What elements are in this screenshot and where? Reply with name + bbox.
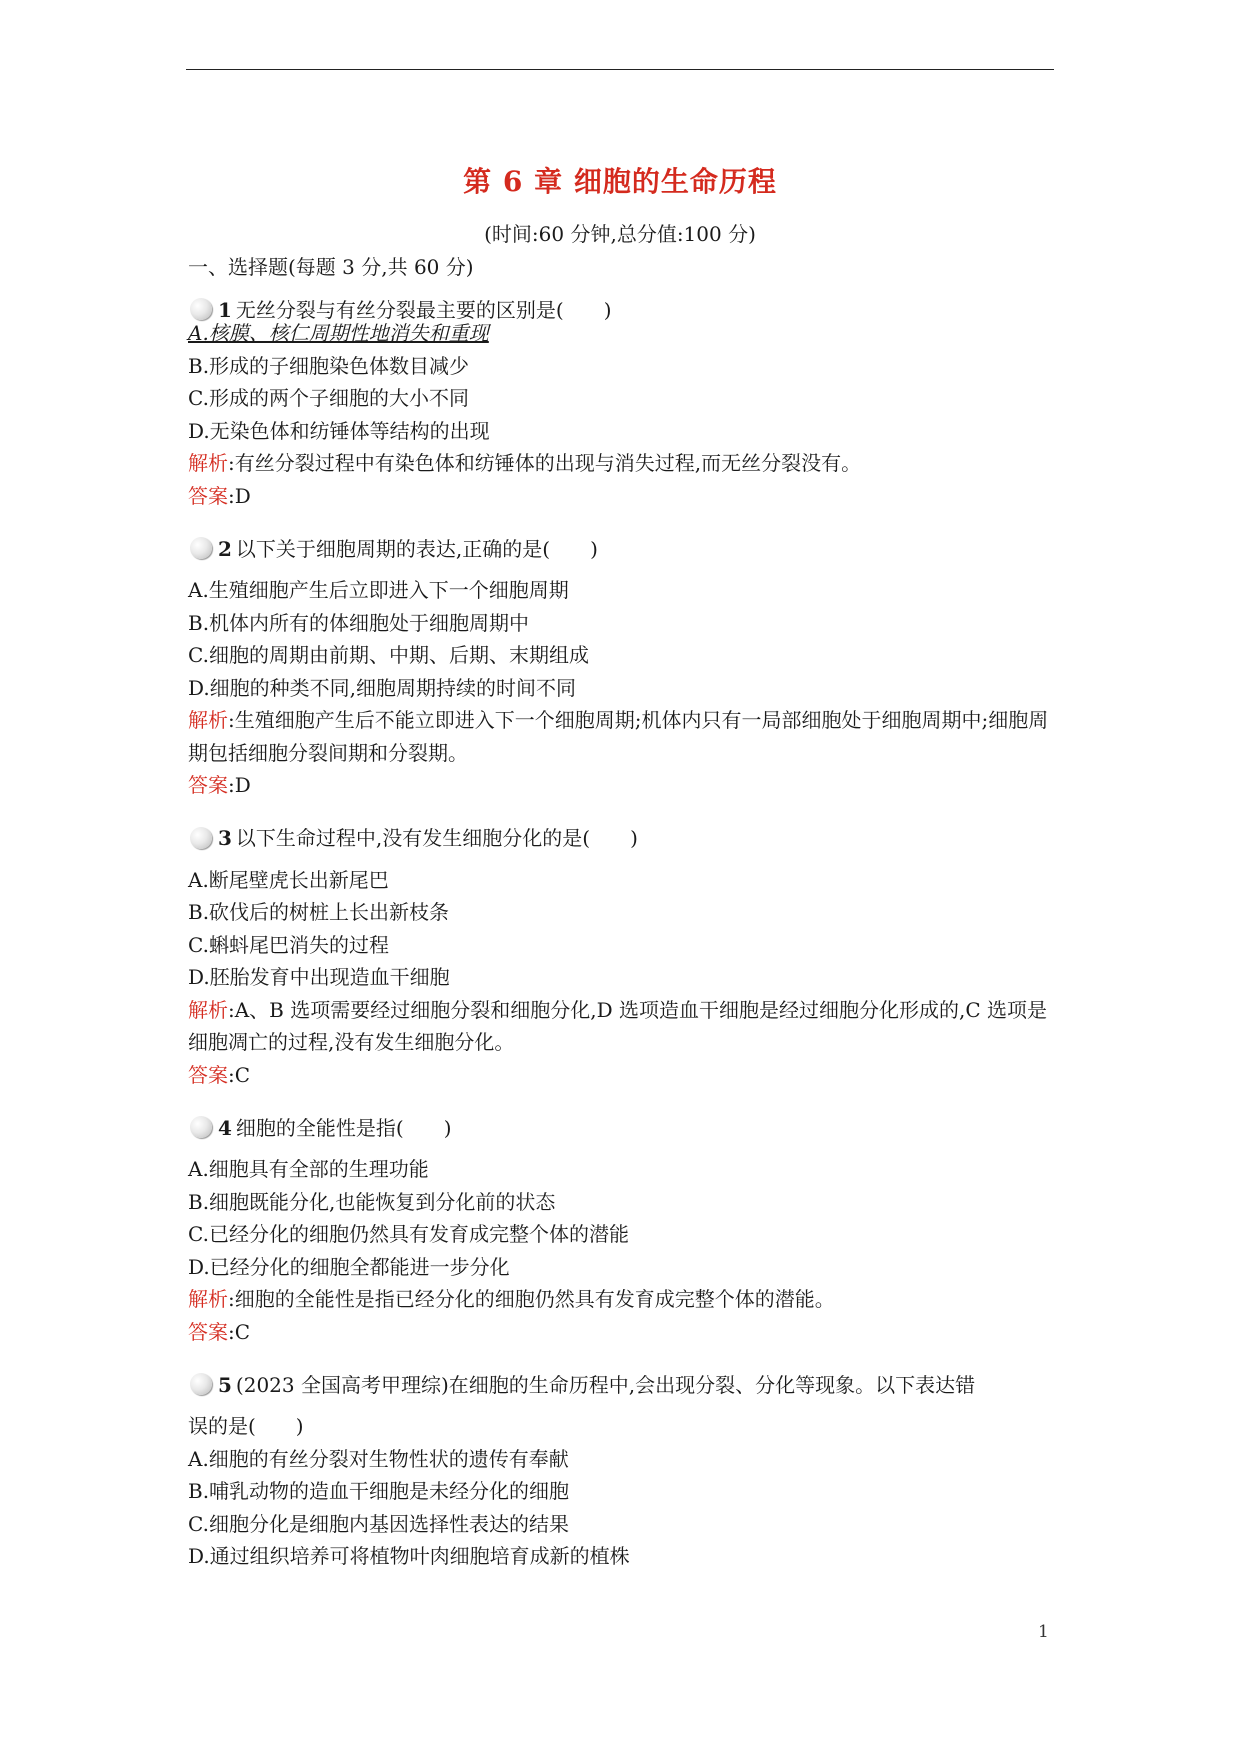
question-3 xyxy=(188,822,1058,1092)
answer-value: :D xyxy=(228,483,251,508)
explanation-text: :A、B 选项需要经过细胞分裂和细胞分化,D 选项造血干细胞是经过细胞分化形成的,C 选项是细胞凋亡的过程,没有发生细胞分化。 xyxy=(188,997,1048,1054)
option-d: D.通过组织培养可将植物叶肉细胞培育成新的植株 xyxy=(188,1544,630,1568)
page-number: 1 xyxy=(1038,1622,1049,1642)
option-c: C.蝌蚪尾巴消失的过程 xyxy=(188,932,389,957)
answer-label: 答案 xyxy=(188,1062,228,1087)
explanation xyxy=(188,704,1058,769)
answer-label: 答案 xyxy=(188,483,228,508)
explanation-text: :细胞的全能性是指已经分化的细胞仍然具有发育成完整个体的潜能。 xyxy=(228,1287,835,1311)
answer-label: 答案 xyxy=(188,1319,228,1344)
question-list xyxy=(188,293,1058,1573)
question-header xyxy=(188,1368,1058,1402)
option-a: A.细胞的有丝分裂对生物性状的遗传有奉献 xyxy=(188,1446,569,1471)
answer xyxy=(188,480,1058,513)
option-b: B.细胞既能分化,也能恢复到分化前的状态 xyxy=(188,1189,556,1214)
question-text: 以下关于细胞周期的表达,正确的是( ) xyxy=(235,536,598,561)
answer-value: :C xyxy=(228,1062,251,1087)
option-d: D.细胞的种类不同,细胞周期持续的时间不同 xyxy=(188,675,577,700)
question-number: 5 xyxy=(218,1372,232,1397)
explanation-text: :有丝分裂过程中有染色体和纺锤体的出现与消失过程,而无丝分裂没有。 xyxy=(228,451,862,475)
question-number: 1 xyxy=(218,297,232,322)
option-a: A.细胞具有全部的生理功能 xyxy=(188,1157,429,1181)
exam-info: (时间:60 分钟,总分值:100 分) xyxy=(484,222,756,246)
question-5 xyxy=(188,1368,1058,1573)
bubble-icon xyxy=(188,1115,216,1141)
option-b: B.哺乳动物的造血干细胞是未经分化的细胞 xyxy=(188,1479,570,1503)
option-a: A.断尾壁虎长出新尾巴 xyxy=(188,867,389,892)
option-d: D.胚胎发育中出现造血干细胞 xyxy=(188,965,450,989)
option-a: A.核膜、核仁周期性地消失和重现 xyxy=(188,321,489,345)
option-c: C.形成的两个子细胞的大小不同 xyxy=(188,386,469,410)
answer xyxy=(188,1059,1058,1092)
question-2 xyxy=(188,532,1058,802)
option-d: D.无染色体和纺锤体等结构的出现 xyxy=(188,418,490,443)
question-text: 细胞的全能性是指( ) xyxy=(235,1115,452,1140)
option-c: C.细胞分化是细胞内基因选择性表达的结果 xyxy=(188,1511,569,1536)
option-d: D.已经分化的细胞全都能进一步分化 xyxy=(188,1254,510,1279)
question-text-continued: 误的是( ) xyxy=(188,1414,304,1438)
explanation-label: 解析 xyxy=(188,1287,228,1311)
question-number: 3 xyxy=(218,826,232,851)
question-4 xyxy=(188,1111,1058,1348)
answer-value: :C xyxy=(228,1319,251,1344)
explanation-label: 解析 xyxy=(188,997,228,1022)
section-heading: 一、选择题(每题 3 分,共 60 分) xyxy=(188,255,474,279)
bubble-icon xyxy=(188,297,216,323)
question-header xyxy=(188,1111,1058,1145)
question-text: (2023 全国高考甲理综)在细胞的生命历程中,会出现分裂、分化等现象。以下表达错 xyxy=(235,1372,976,1397)
explanation-label: 解析 xyxy=(188,451,228,475)
question-number: 2 xyxy=(218,536,232,561)
answer xyxy=(188,1316,1058,1349)
bubble-icon xyxy=(188,1372,216,1398)
option-c: C.已经分化的细胞仍然具有发育成完整个体的潜能 xyxy=(188,1222,629,1246)
question-1 xyxy=(188,293,1058,512)
question-header xyxy=(188,532,1058,566)
question-text: 以下生命过程中,没有发生细胞分化的是( ) xyxy=(235,826,638,851)
question-number: 4 xyxy=(218,1115,232,1140)
answer-label: 答案 xyxy=(188,773,228,797)
bubble-icon xyxy=(188,826,216,852)
option-a: A.生殖细胞产生后立即进入下一个细胞周期 xyxy=(188,578,569,602)
answer-value: :D xyxy=(228,773,251,797)
explanation-label: 解析 xyxy=(188,708,228,732)
option-b: B.机体内所有的体细胞处于细胞周期中 xyxy=(188,610,530,635)
page-title: 第 6 章 细胞的生命历程 xyxy=(463,165,777,198)
question-text: 无丝分裂与有丝分裂最主要的区别是( ) xyxy=(235,297,612,322)
option-b: B.形成的子细胞染色体数目减少 xyxy=(188,353,470,378)
bubble-icon xyxy=(188,536,216,562)
explanation xyxy=(188,994,1058,1059)
answer xyxy=(188,769,1058,802)
option-c: C.细胞的周期由前期、中期、后期、末期组成 xyxy=(188,643,589,667)
header-rule xyxy=(186,69,1054,70)
option-b: B.砍伐后的树桩上长出新枝条 xyxy=(188,900,450,924)
explanation xyxy=(188,1283,1058,1316)
explanation-text: :生殖细胞产生后不能立即进入下一个细胞周期;机体内只有一局部细胞处于细胞周期中;细胞周期包括细胞分裂间期和分裂期。 xyxy=(188,708,1049,765)
explanation xyxy=(188,447,1058,480)
question-header xyxy=(188,822,1058,856)
